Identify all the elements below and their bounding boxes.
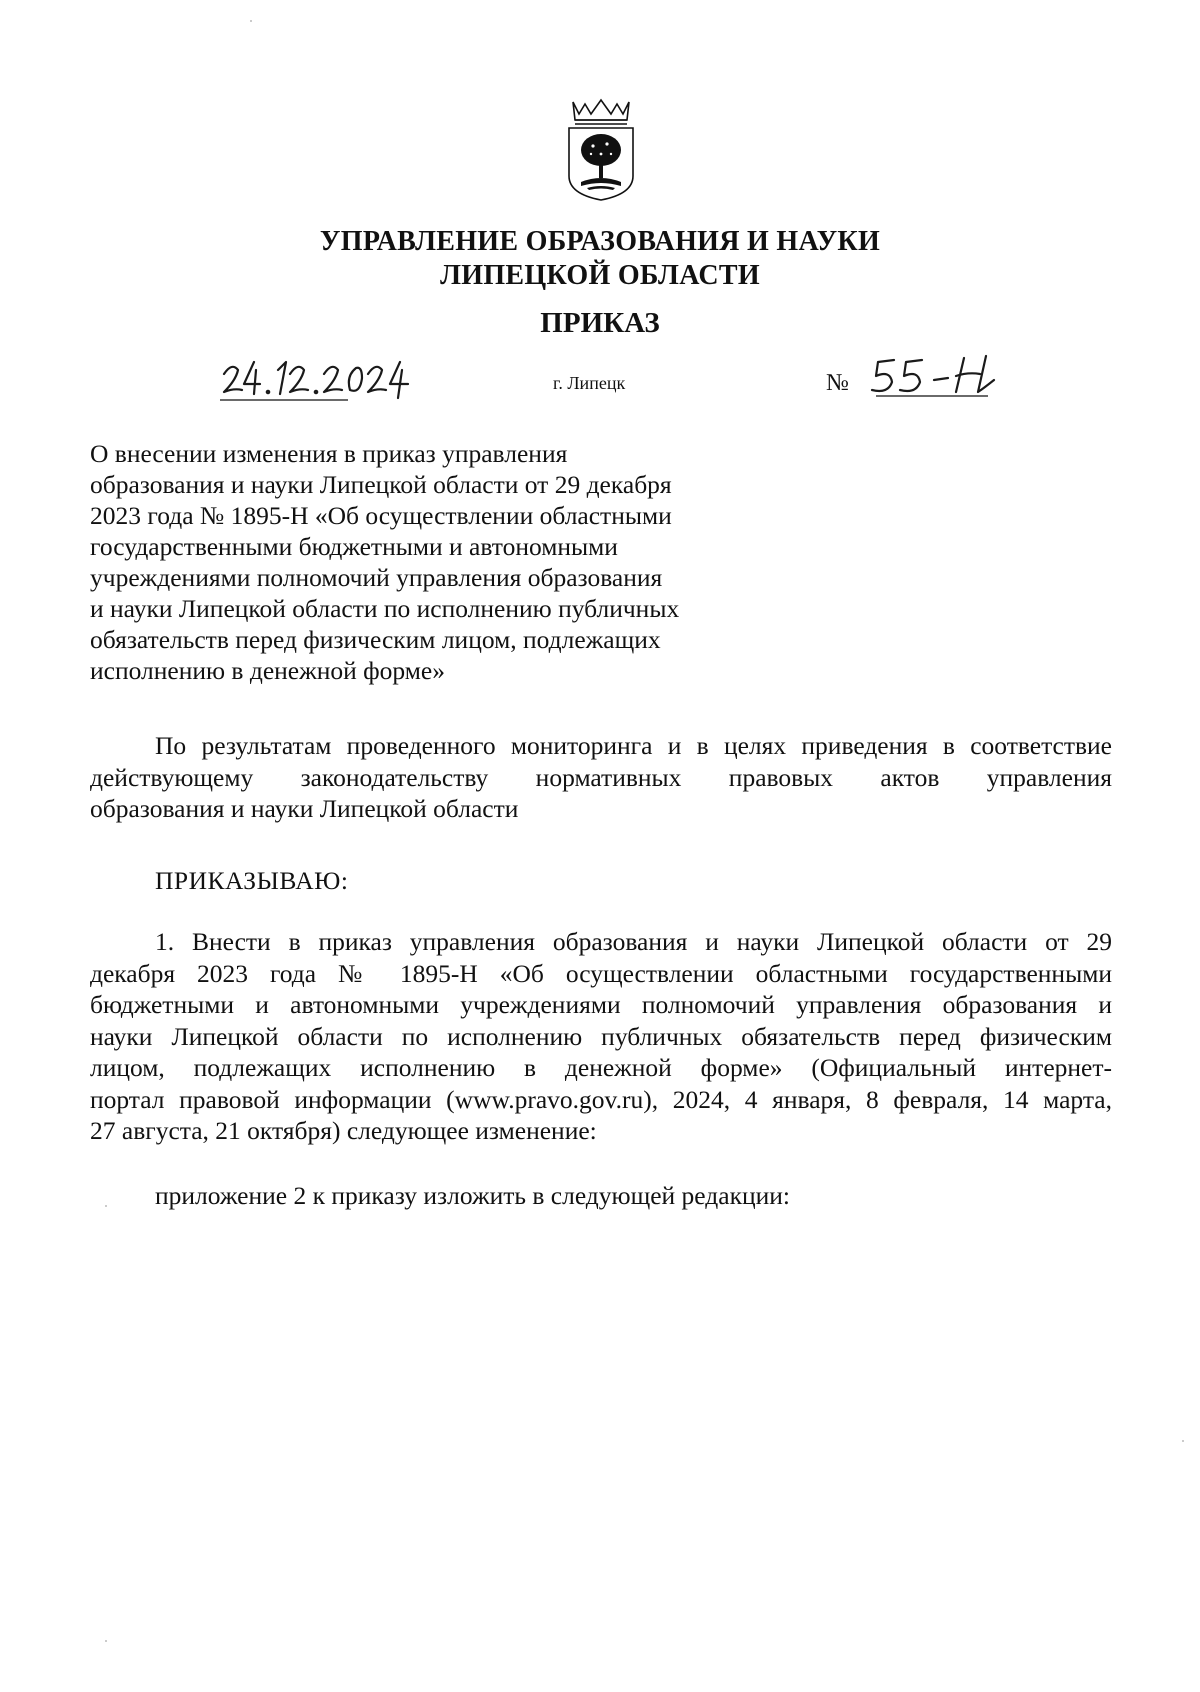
scan-speck [105, 1640, 107, 1642]
subject-line: государственными бюджетными и автономными [90, 532, 618, 561]
document-type-title: ПРИКАЗ [540, 307, 660, 339]
item-1-tail: приложение 2 к приказу изложить в следующей редакции: [155, 1181, 790, 1210]
subject-line: О внесении изменения в приказ управления [90, 439, 568, 468]
subject-line: исполнению в денежной форме» [90, 656, 445, 685]
handwritten-number [868, 350, 1028, 404]
item-1-paragraph [90, 926, 1112, 1147]
preamble-line: образования и науки Липецкой области [90, 794, 519, 823]
number-sign: № [826, 370, 849, 396]
city-label: г. Липецк [553, 373, 626, 393]
subject-line: и науки Липецкой области по исполнению публичных [90, 594, 680, 623]
subject-line: обязательств перед физическим лицом, подлежащих [90, 625, 661, 654]
coat-of-arms-emblem [563, 98, 639, 202]
item-1-line: лицом, подлежащих исполнению в денежной форме» (Официальный интернет- [90, 1053, 1112, 1082]
organization-name-line2: ЛИПЕЦКОЙ ОБЛАСТИ [440, 260, 760, 291]
item-1-line: портал правовой информации (www.pravo.gov.ru), 2024, 4 января, 8 февраля, 14 марта, [90, 1084, 1112, 1114]
item-1-line: науки Липецкой области по исполнению публичных обязательств перед физическим [90, 1021, 1112, 1051]
preamble-paragraph [90, 730, 1112, 825]
subject-line: образования и науки Липецкой области от 29 декабря [90, 470, 672, 499]
scan-speck [250, 20, 252, 22]
subject-line: 2023 года № 1895-Н «Об осуществлении областными [90, 501, 672, 530]
document-subject [90, 438, 770, 686]
item-1-line: декабря 2023 года № 1895-Н «Об осуществлении областными государственными [90, 958, 1112, 988]
item-1-line: 27 августа, 21 октября) следующее изменение: [90, 1116, 597, 1145]
subject-line: учреждениями полномочий управления образования [90, 563, 663, 592]
preamble-line: действующему законодательству нормативных правовых актов управления [90, 762, 1112, 792]
preamble-line: По результатам проведенного мониторинга и в целях приведения в соответствие [155, 731, 1112, 760]
item-1-line: бюджетными и автономными учреждениями полномочий управления образования и [90, 990, 1112, 1019]
organization-name-line1: УПРАВЛЕНИЕ ОБРАЗОВАНИЯ И НАУКИ [319, 226, 881, 257]
handwritten-date [220, 354, 430, 404]
item-1-line: 1. Внести в приказ управления образования и науки Липецкой области от 29 [155, 927, 1112, 956]
scan-speck [1182, 1440, 1184, 1442]
scan-speck [105, 1205, 107, 1207]
order-word: ПРИКАЗЫВАЮ: [155, 866, 349, 895]
